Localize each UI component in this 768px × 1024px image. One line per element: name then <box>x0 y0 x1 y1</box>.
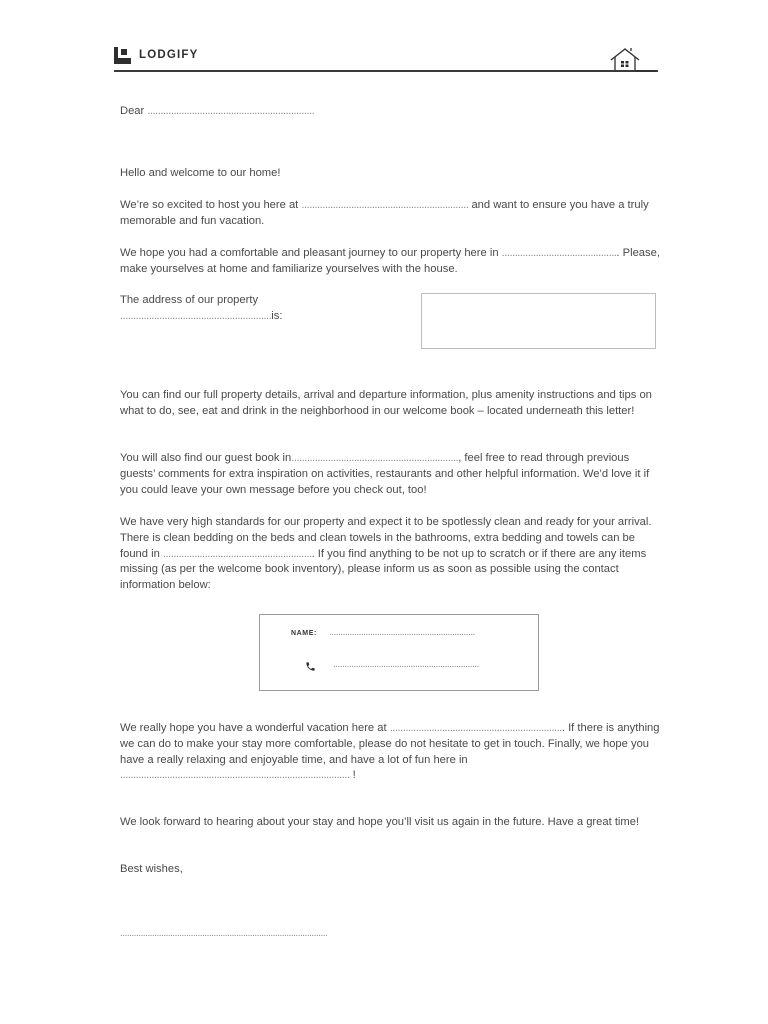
fun-place-blank: ........................................................................................ <box>120 769 350 782</box>
welcome-line: Hello and welcome to our home! <box>120 167 281 179</box>
paragraph-vacation <box>120 721 666 784</box>
paragraph-guest-book-text-a: You will also find our guest book in <box>120 452 292 464</box>
paragraph-guest-book-text-b: , feel free to read through previous guests’ comments for extra inspiration on activities, restaurants and other helpful information. We’d love it if you could leave your own message before you check out, too! <box>120 452 650 496</box>
paragraph-journey: We hope you had a comfortable and pleasant journey to our property here in ............................................. Please, make yourselves at home and familiarize yourselves with the house. <box>120 247 660 275</box>
greeting <box>120 104 666 120</box>
paragraph-host-text-a: We’re so excited to host you here at <box>120 199 299 211</box>
contact-name-blank: ................................................................ <box>329 627 475 638</box>
paragraph-standards-text-b: . If you find anything to be not up to scratch or if there are any items missing (as per the welcome book inventory), please inform us as soon as possible using the contact information below: <box>120 547 647 592</box>
bedding-location-blank: ......................................................... <box>162 547 312 560</box>
paragraph-welcome-book: You can find our full property details, arrival and departure information, plus amenity instructions and tips on what to do, see, eat and drink in the neighborhood in our welcome book – located underneath this letter! <box>120 389 652 417</box>
brand-name: LODGIFY <box>139 49 199 61</box>
guest-book-location-blank: ................................................................ <box>291 452 459 464</box>
guest-name-blank: ................................................................ <box>147 105 315 117</box>
paragraph-standards-text-a: We have very high standards for our property and expect it to be spotlessly clean and ready for your arrival. There is clean bedding on the beds and clean towels in the bathrooms, extra bedding and towels can be found in <box>120 516 652 560</box>
paragraph-host <box>120 198 666 230</box>
brand-logo <box>114 46 199 64</box>
paragraph-address-text-a: The address of our property <box>120 294 259 306</box>
lodgify-logo-icon <box>114 47 131 64</box>
letter-header <box>114 46 658 72</box>
paragraph-journey-text-a: We hope you had a comfortable and pleasant journey to our property here in <box>120 247 499 259</box>
paragraph-address-text-b: is: <box>271 309 283 322</box>
location-blank: ............................................ <box>501 247 617 259</box>
paragraph-journey-text-b: Please, make yourselves at home and familiarize yourselves with the house. <box>120 247 660 275</box>
property-name-blank: ................................................................ <box>301 199 469 211</box>
house-icon <box>608 46 658 72</box>
contact-phone-blank: ................................................................ <box>333 659 479 670</box>
paragraph-address <box>120 293 420 325</box>
paragraph-host-text-b: and want to ensure you have a truly memorable and fun vacation. <box>120 199 649 227</box>
address-box <box>421 293 656 349</box>
paragraph-vacation-text-c: ! <box>352 769 356 782</box>
paragraph-vacation-text-b: . If there is anything we can do to make your stay more comfortable, please do not hesitate to get in touch. Finally, we hope you have a really relaxing and enjoyable time, and have a lot of fun here in <box>120 722 660 766</box>
signature-blank: ........................................................................................... <box>120 928 328 939</box>
contact-info-box <box>259 614 539 691</box>
contact-name-label: NAME: <box>291 630 317 637</box>
paragraph-look-forward: We look forward to hearing about your stay and hope you’ll visit us again in the future. Have a great time! <box>120 816 640 828</box>
paragraph-vacation-text-a: We really hope you have a wonderful vacation here at <box>120 722 387 734</box>
greeting-prefix: Dear <box>120 105 145 117</box>
vacation-place-blank: .................................................................. <box>389 722 562 734</box>
paragraph-guest-book <box>120 451 666 498</box>
address-blank: .......................................................... <box>120 309 272 322</box>
paragraph-standards <box>120 515 666 594</box>
header-rule <box>114 70 658 72</box>
phone-icon <box>305 659 316 670</box>
closing: Best wishes, <box>120 863 183 875</box>
